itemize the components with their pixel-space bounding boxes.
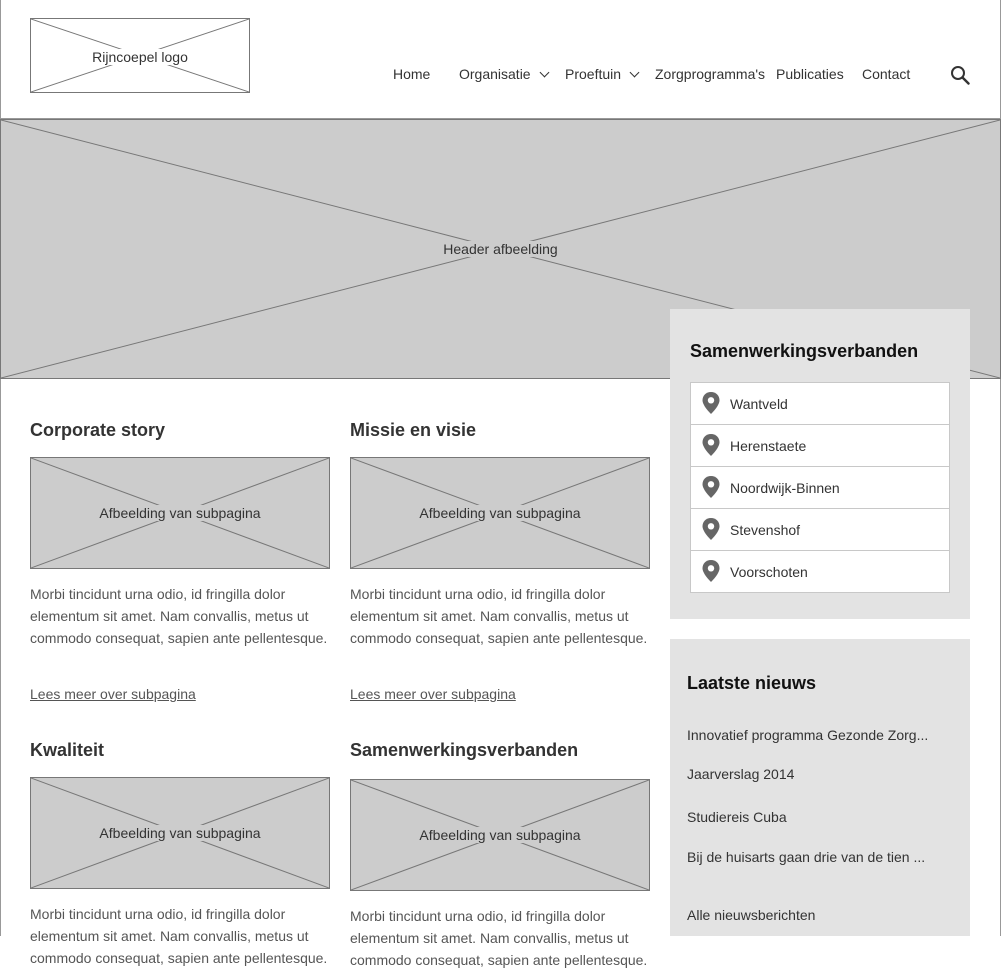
map-pin-icon (702, 392, 720, 414)
news-box (670, 639, 970, 936)
list-item-label: Noordwijk-Binnen (730, 480, 840, 496)
chevron-down-icon (630, 68, 640, 78)
news-title: Laatste nieuws (687, 673, 817, 693)
news-item[interactable]: Bij de huisarts gaan drie van de tien ... (687, 849, 926, 865)
nav-item-organisatie[interactable] (459, 66, 548, 82)
card-title: Missie en visie (350, 420, 477, 440)
list-item[interactable] (691, 551, 949, 592)
nav-item-publicaties[interactable] (776, 66, 844, 82)
news-item[interactable]: Jaarverslag 2014 (687, 766, 795, 782)
card-image-label: Afbeelding van subpagina (95, 825, 264, 841)
list-item[interactable] (691, 509, 949, 551)
card-text: Morbi tincidunt urna odio, id fringilla dolor elementum sit amet. Nam convallis, metus ut commodo consequat, sapien ante pellentesque. (350, 586, 648, 646)
nav-label: Home (393, 66, 431, 82)
card-image (30, 457, 330, 569)
card-image-label: Afbeelding van subpagina (95, 505, 264, 521)
logo-label: Rijncoepel logo (88, 49, 192, 65)
nav-item-home[interactable] (393, 66, 430, 82)
search-icon[interactable] (950, 65, 970, 85)
map-pin-icon (702, 518, 720, 540)
card-image-label: Afbeelding van subpagina (415, 827, 584, 843)
card-title: Corporate story (30, 420, 166, 440)
map-pin-icon (702, 476, 720, 498)
partnerships-list (690, 382, 950, 593)
nav-label: Zorgprogramma's (655, 66, 766, 82)
card-image-label: Afbeelding van subpagina (415, 505, 584, 521)
card-title: Kwaliteit (30, 740, 105, 760)
all-news-link[interactable]: Alle nieuwsberichten (687, 907, 816, 923)
list-item-label: Voorschoten (730, 564, 808, 580)
news-item[interactable]: Innovatief programma Gezonde Zorg... (687, 727, 929, 743)
list-item[interactable] (691, 425, 949, 467)
list-item-label: Stevenshof (730, 522, 801, 538)
nav-label: Organisatie (459, 66, 531, 82)
partnerships-box (670, 309, 970, 619)
card-read-more-link[interactable]: Lees meer over subpagina (350, 686, 516, 702)
card-image (350, 457, 650, 569)
card-text: Morbi tincidunt urna odio, id fringilla dolor elementum sit amet. Nam convallis, metus ut commodo consequat, sapien ante pellentesque. (350, 908, 648, 968)
list-item-label: Wantveld (730, 396, 788, 412)
card-title: Samenwerkingsverbanden (350, 740, 579, 760)
map-pin-icon (702, 434, 720, 456)
nav-item-proeftuin[interactable] (565, 66, 638, 82)
news-item[interactable]: Studiereis Cuba (687, 809, 787, 825)
nav-label: Proeftuin (565, 66, 622, 82)
list-item[interactable] (691, 383, 949, 425)
nav-item-zorgprogrammas[interactable] (655, 66, 765, 82)
chevron-down-icon (539, 68, 549, 78)
partnerships-title: Samenwerkingsverbanden (690, 341, 919, 361)
list-item[interactable] (691, 467, 949, 509)
nav-label: Contact (862, 66, 911, 82)
card-image (30, 777, 330, 889)
nav-label: Publicaties (776, 66, 844, 82)
site-logo[interactable] (30, 18, 250, 93)
card-read-more-link[interactable]: Lees meer over subpagina (30, 686, 196, 702)
map-pin-icon (702, 560, 720, 582)
card-text: Morbi tincidunt urna odio, id fringilla dolor elementum sit amet. Nam convallis, metus ut commodo consequat, sapien ante pellentesque. (30, 906, 328, 966)
hero-label: Header afbeelding (439, 241, 561, 257)
nav-item-contact[interactable] (862, 66, 910, 82)
list-item-label: Herenstaete (730, 438, 807, 454)
card-image (350, 779, 650, 891)
card-text: Morbi tincidunt urna odio, id fringilla dolor elementum sit amet. Nam convallis, metus ut commodo consequat, sapien ante pellentesque. (30, 586, 328, 646)
